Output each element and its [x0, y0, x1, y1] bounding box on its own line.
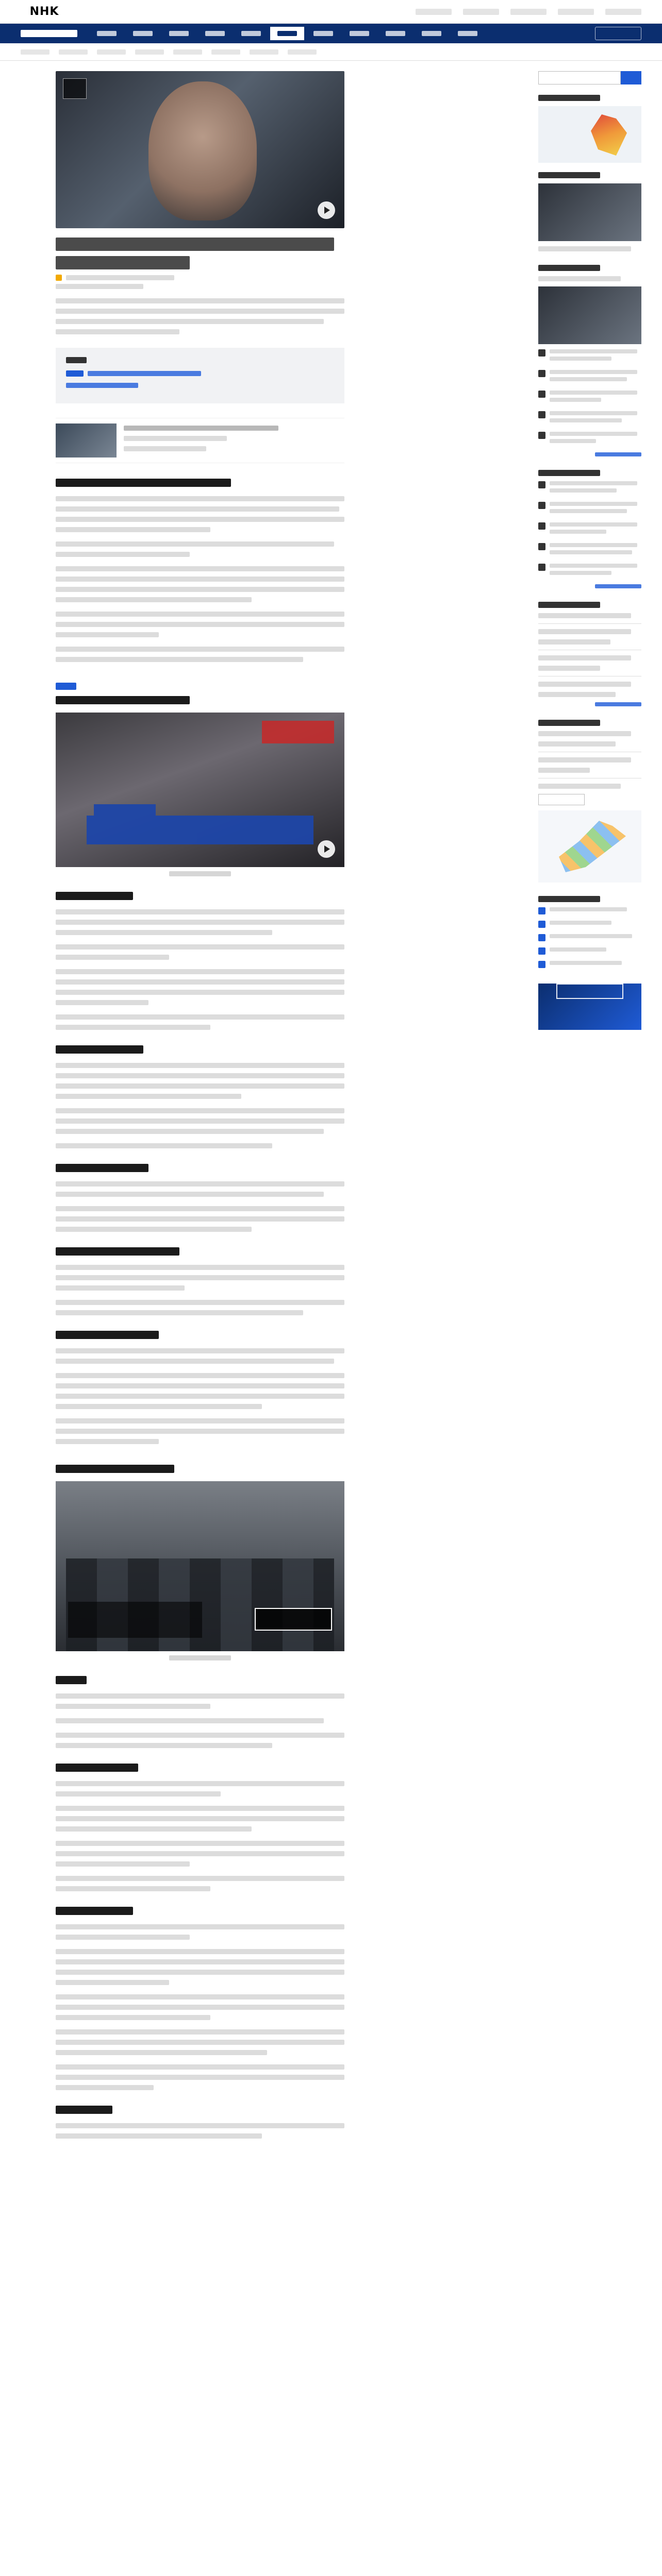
nav-item[interactable]	[234, 27, 268, 40]
special-item[interactable]	[538, 947, 641, 955]
weather-map[interactable]	[538, 106, 641, 163]
photo-caption-overlay	[68, 1602, 202, 1638]
header-link[interactable]	[558, 9, 594, 15]
search-button[interactable]	[621, 71, 641, 84]
ranking-item[interactable]	[538, 543, 641, 557]
ranking-item[interactable]	[538, 411, 641, 426]
search-input[interactable]	[538, 71, 621, 84]
header-link[interactable]	[605, 9, 641, 15]
election-banner[interactable]	[538, 984, 641, 1030]
live-update-tag	[56, 275, 344, 281]
section-heading	[56, 1164, 148, 1172]
nav-button[interactable]	[595, 27, 641, 40]
nav-item[interactable]	[90, 27, 124, 40]
nhk-logo[interactable]: NHK	[29, 5, 59, 18]
header-link[interactable]	[510, 9, 547, 15]
section-paragraph	[56, 496, 344, 532]
special-item[interactable]	[538, 934, 641, 941]
toc-item[interactable]	[66, 370, 334, 377]
video-caption	[169, 871, 231, 876]
special-heading	[538, 896, 600, 902]
social-ranking-heading	[538, 265, 600, 271]
ranking-item[interactable]	[538, 564, 641, 578]
special-item[interactable]	[538, 921, 641, 928]
more-link[interactable]	[595, 702, 641, 706]
subnav-item[interactable]	[135, 49, 164, 55]
nav-item[interactable]	[162, 27, 196, 40]
play-icon[interactable]	[318, 201, 335, 219]
nav-item[interactable]	[306, 27, 340, 40]
news-photo	[56, 1481, 344, 1651]
section-heading	[56, 696, 190, 704]
section-heading	[56, 1045, 143, 1054]
ranking-thumbnail[interactable]	[538, 286, 641, 344]
nav-item-active[interactable]	[270, 27, 304, 40]
subnav-item[interactable]	[211, 49, 240, 55]
article	[56, 71, 344, 2148]
nav-item[interactable]	[342, 27, 376, 40]
new-news-heading	[538, 602, 600, 608]
ranking-item[interactable]	[538, 432, 641, 446]
lead-paragraph	[56, 298, 344, 334]
subnav-item[interactable]	[59, 49, 88, 55]
access-ranking-heading	[538, 470, 600, 476]
section-paragraph	[56, 541, 344, 557]
subnav-item[interactable]	[21, 49, 49, 55]
ranking-item[interactable]	[538, 370, 641, 384]
subnav-item[interactable]	[288, 49, 317, 55]
site-header	[0, 0, 662, 24]
section-heading	[56, 1247, 179, 1256]
subnav-item[interactable]	[250, 49, 278, 55]
header-link[interactable]	[463, 9, 499, 15]
section-heading	[56, 1331, 159, 1339]
header-links	[416, 9, 641, 15]
region-map[interactable]	[538, 810, 641, 883]
search-bar	[538, 71, 641, 84]
article-headline	[56, 238, 344, 289]
subnav-item[interactable]	[97, 49, 126, 55]
more-link[interactable]	[595, 584, 641, 588]
nav-brand[interactable]	[21, 30, 77, 37]
more-link[interactable]	[595, 452, 641, 456]
sidebar	[538, 71, 641, 2148]
section-heading	[56, 1907, 133, 1915]
ranking-item[interactable]	[538, 522, 641, 537]
section-heading	[56, 1676, 87, 1684]
table-of-contents	[56, 348, 344, 403]
region-select[interactable]	[538, 794, 585, 805]
banner-logo	[556, 984, 623, 999]
photo-caption	[169, 1655, 231, 1660]
nav-item[interactable]	[126, 27, 160, 40]
weather-heading	[538, 95, 600, 101]
regional-news-heading	[538, 720, 600, 726]
special-item[interactable]	[538, 907, 641, 914]
channel-badge	[63, 78, 87, 99]
nav-item[interactable]	[415, 27, 449, 40]
section-heading	[56, 892, 133, 900]
section-heading	[56, 2106, 112, 2114]
section-heading	[56, 479, 231, 487]
featured-thumbnail[interactable]	[538, 183, 641, 241]
video-label	[262, 721, 334, 743]
news-video[interactable]	[56, 713, 344, 867]
section-paragraph	[56, 647, 344, 662]
alert-icon	[56, 275, 62, 281]
nav-item[interactable]	[451, 27, 485, 40]
ranking-item[interactable]	[538, 391, 641, 405]
related-live[interactable]	[56, 418, 344, 463]
hero-image	[148, 81, 257, 221]
play-icon[interactable]	[318, 840, 335, 858]
toc-title	[66, 357, 87, 363]
related-thumbnail	[56, 423, 117, 457]
video-caption-bar	[87, 816, 313, 844]
photo-stamp	[255, 1608, 332, 1631]
header-link[interactable]	[416, 9, 452, 15]
section-paragraph	[56, 612, 344, 637]
main-nav	[0, 24, 662, 43]
ranking-item[interactable]	[538, 502, 641, 516]
section-heading	[56, 1764, 138, 1772]
hero-video[interactable]	[56, 71, 344, 228]
toc-item[interactable]	[66, 383, 334, 388]
section-heading	[56, 1465, 174, 1473]
special-item[interactable]	[538, 961, 641, 968]
nav-item[interactable]	[198, 27, 232, 40]
ranking-item[interactable]	[538, 349, 641, 364]
ranking-item[interactable]	[538, 481, 641, 496]
featured-heading	[538, 172, 600, 178]
nav-item[interactable]	[378, 27, 412, 40]
section-badge	[56, 683, 76, 690]
sub-nav	[0, 43, 662, 61]
section-paragraph	[56, 566, 344, 602]
subnav-item[interactable]	[173, 49, 202, 55]
